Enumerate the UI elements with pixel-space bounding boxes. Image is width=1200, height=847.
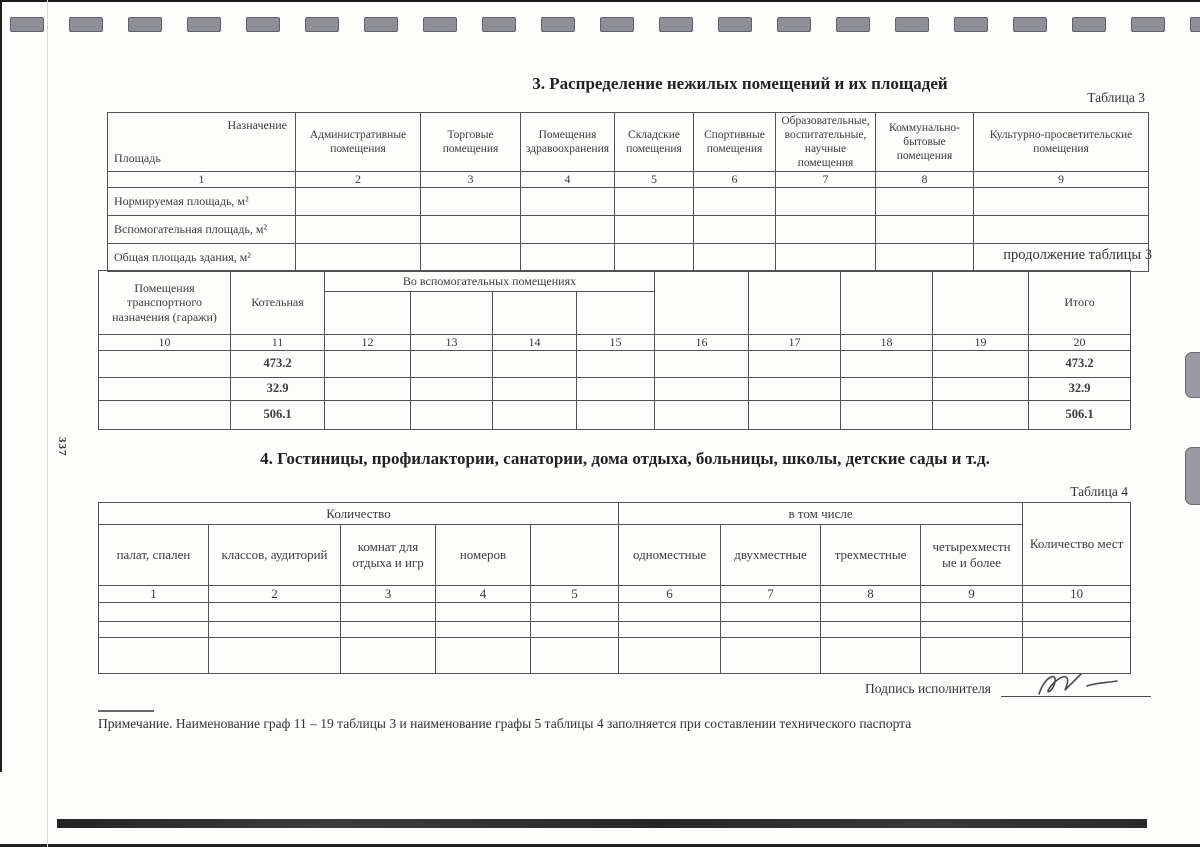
empty-cell [99,602,209,621]
value-cell: 32.9 [231,377,325,400]
empty-cell [619,602,721,621]
empty-cell [974,187,1149,215]
value-cell: 506.1 [231,400,325,429]
empty-cell [694,243,776,271]
empty-cell [821,621,921,637]
scan-side-tab [1185,352,1200,398]
column-number: 9 [974,172,1149,188]
empty-cell [655,377,749,400]
film-sprocket-mark [954,17,988,32]
film-sprocket-mark [69,17,103,32]
empty-cell [577,400,655,429]
film-sprocket-mark [541,17,575,32]
note-overline [98,710,154,712]
column-number: 3 [341,586,436,603]
empty-cell [99,400,231,429]
column-header: Складские помещения [615,113,694,172]
empty-cell [933,377,1029,400]
empty-cell [341,621,436,637]
group-header: Количество [99,503,619,525]
empty-cell [209,602,341,621]
column-number: 8 [876,172,974,188]
column-number: 17 [749,335,841,351]
column-header: одноместные [619,525,721,586]
empty-cell [655,400,749,429]
row-label: Вспомогательная площадь, м² [108,215,296,243]
empty-cell [531,621,619,637]
signature-row [865,670,1151,697]
column-number: 6 [619,586,721,603]
film-sprocket-mark [659,17,693,32]
column-header: Котельная [231,271,325,335]
column-number: 13 [411,335,493,351]
column-header: трехместные [821,525,921,586]
film-sprocket-mark [246,17,280,32]
film-sprocket-mark [1072,17,1106,32]
film-sprocket-mark [187,17,221,32]
empty-cell [577,377,655,400]
column-number: 5 [615,172,694,188]
group-header: Во вспомогательных помещениях [325,271,655,292]
empty-cell [615,243,694,271]
empty-cell [1023,602,1131,621]
empty-cell [776,215,876,243]
table3-label: Таблица 3 [1087,90,1145,105]
empty-header-cell [577,292,655,335]
empty-cell [531,602,619,621]
film-sprocket-mark [1131,17,1165,32]
film-sprocket-mark [423,17,457,32]
column-number: 4 [436,586,531,603]
column-number: 12 [325,335,411,351]
film-sprocket-mark [895,17,929,32]
film-sprocket-mark [1190,17,1200,32]
empty-cell [421,187,521,215]
empty-cell [521,215,615,243]
column-header: палат, спален [99,525,209,586]
corner-label-ploshchad: Площадь [114,151,161,166]
film-sprocket-mark [777,17,811,32]
empty-cell [694,215,776,243]
film-sprocket-mark [600,17,634,32]
empty-cell [876,243,974,271]
empty-cell [521,187,615,215]
table4 [98,502,1131,674]
film-sprocket-mark [718,17,752,32]
column-number: 11 [231,335,325,351]
column-number: 16 [655,335,749,351]
film-sprocket-mark [836,17,870,32]
empty-header-cell [749,271,841,335]
signature-line [1001,670,1151,697]
group-header: в том числе [619,503,1023,525]
empty-cell [933,350,1029,377]
column-header: Коммунально-бытовые помещения [876,113,974,172]
empty-cell [921,621,1023,637]
empty-cell [99,350,231,377]
empty-cell [749,350,841,377]
column-number: 4 [521,172,615,188]
empty-cell [821,602,921,621]
value-cell: 473.2 [1029,350,1131,377]
empty-cell [841,350,933,377]
empty-cell [694,187,776,215]
empty-cell [341,637,436,673]
empty-cell [974,215,1149,243]
empty-cell [749,400,841,429]
empty-header-cell [411,292,493,335]
column-header: Культурно-просветительские помещения [974,113,1149,172]
column-header: комнат для отдыха и игр [341,525,436,586]
column-header: классов, аудиторий [209,525,341,586]
empty-header-cell [841,271,933,335]
column-number: 15 [577,335,655,351]
empty-header-cell [531,525,619,586]
column-header: Помещения здравоохранения [521,113,615,172]
empty-cell [99,637,209,673]
value-cell: 32.9 [1029,377,1131,400]
table3-continuation [98,270,1131,430]
empty-header-cell [493,292,577,335]
empty-cell [1023,621,1131,637]
page-number: 337 [56,437,68,457]
column-number: 2 [209,586,341,603]
empty-cell [615,187,694,215]
film-sprocket-mark [364,17,398,32]
empty-cell [296,187,421,215]
empty-cell [921,637,1023,673]
film-sprocket-strip [10,17,1200,32]
column-header: Количество мест [1023,503,1131,586]
row-label: Нормируемая площадь, м² [108,187,296,215]
film-sprocket-mark [10,17,44,32]
column-header: Торговые помещения [421,113,521,172]
corner-cell [108,113,296,172]
empty-cell [876,187,974,215]
column-number: 1 [108,172,296,188]
empty-cell [325,400,411,429]
column-number: 5 [531,586,619,603]
empty-cell [841,377,933,400]
column-number: 20 [1029,335,1131,351]
empty-cell [411,350,493,377]
empty-cell [341,602,436,621]
paper-edge-line [47,0,48,847]
section3-title: 3. Распределение нежилых помещений и их площадей [532,74,948,93]
column-header: Образовательные, воспитательные, научные помещения [776,113,876,172]
column-number: 1 [99,586,209,603]
column-header: двухместные [721,525,821,586]
empty-header-cell [325,292,411,335]
table3 [107,112,1149,272]
column-header: Итого [1029,271,1131,335]
value-cell: 506.1 [1029,400,1131,429]
film-sprocket-mark [1013,17,1047,32]
empty-cell [721,621,821,637]
scan-edge-top [0,0,1200,2]
empty-cell [531,637,619,673]
scan-edge-left [0,0,2,772]
empty-cell [933,400,1029,429]
empty-cell [721,602,821,621]
empty-cell [776,187,876,215]
empty-cell [749,377,841,400]
empty-cell [99,621,209,637]
empty-cell [577,350,655,377]
column-header: Административные помещения [296,113,421,172]
column-number: 6 [694,172,776,188]
empty-cell [521,243,615,271]
column-header: номеров [436,525,531,586]
empty-cell [99,377,231,400]
empty-cell [841,400,933,429]
column-number: 14 [493,335,577,351]
table4-label: Таблица 4 [1070,484,1128,499]
column-header: Помещения транспортного назначения (гаражи) [99,271,231,335]
footnote: Примечание. Наименование граф 11 – 19 таблицы 3 и наименование графы 5 таблицы 4 заполняется при составлении технического паспорта [98,716,912,731]
empty-cell [209,637,341,673]
column-number: 10 [1023,586,1131,603]
empty-cell [493,377,577,400]
film-sprocket-mark [128,17,162,32]
empty-cell [721,637,821,673]
empty-cell [493,400,577,429]
empty-cell [421,243,521,271]
column-number: 9 [921,586,1023,603]
column-number: 7 [721,586,821,603]
scan-bottom-bar [57,819,1147,828]
film-sprocket-mark [305,17,339,32]
empty-cell [436,637,531,673]
empty-cell [776,243,876,271]
empty-cell [411,400,493,429]
empty-header-cell [933,271,1029,335]
section4-title: 4. Гостиницы, профилактории, санатории, дома отдыха, больницы, школы, детские сады и т.д. [260,449,990,468]
empty-cell [619,637,721,673]
empty-cell [655,350,749,377]
column-header: Спортивные помещения [694,113,776,172]
empty-cell [421,215,521,243]
empty-cell [325,377,411,400]
column-number: 2 [296,172,421,188]
empty-cell [325,350,411,377]
column-number: 3 [421,172,521,188]
table3-continuation-label: продолжение таблицы 3 [1003,247,1152,263]
corner-label-naznachenie: Назначение [227,118,287,132]
empty-cell [619,621,721,637]
handwritten-signature [1031,668,1126,700]
empty-cell [876,215,974,243]
column-number: 10 [99,335,231,351]
column-header: четырехместные и более [921,525,1023,586]
empty-cell [436,621,531,637]
empty-cell [615,215,694,243]
empty-header-cell [655,271,749,335]
empty-cell [296,243,421,271]
empty-cell [411,377,493,400]
signature-label: Подпись исполнителя [865,681,991,696]
row-label: Общая площадь здания, м² [108,243,296,271]
empty-cell [436,602,531,621]
column-number: 7 [776,172,876,188]
film-sprocket-mark [482,17,516,32]
column-number: 19 [933,335,1029,351]
empty-cell [209,621,341,637]
column-number: 18 [841,335,933,351]
empty-cell [921,602,1023,621]
empty-cell [493,350,577,377]
value-cell: 473.2 [231,350,325,377]
empty-cell [296,215,421,243]
column-number: 8 [821,586,921,603]
empty-cell [821,637,921,673]
